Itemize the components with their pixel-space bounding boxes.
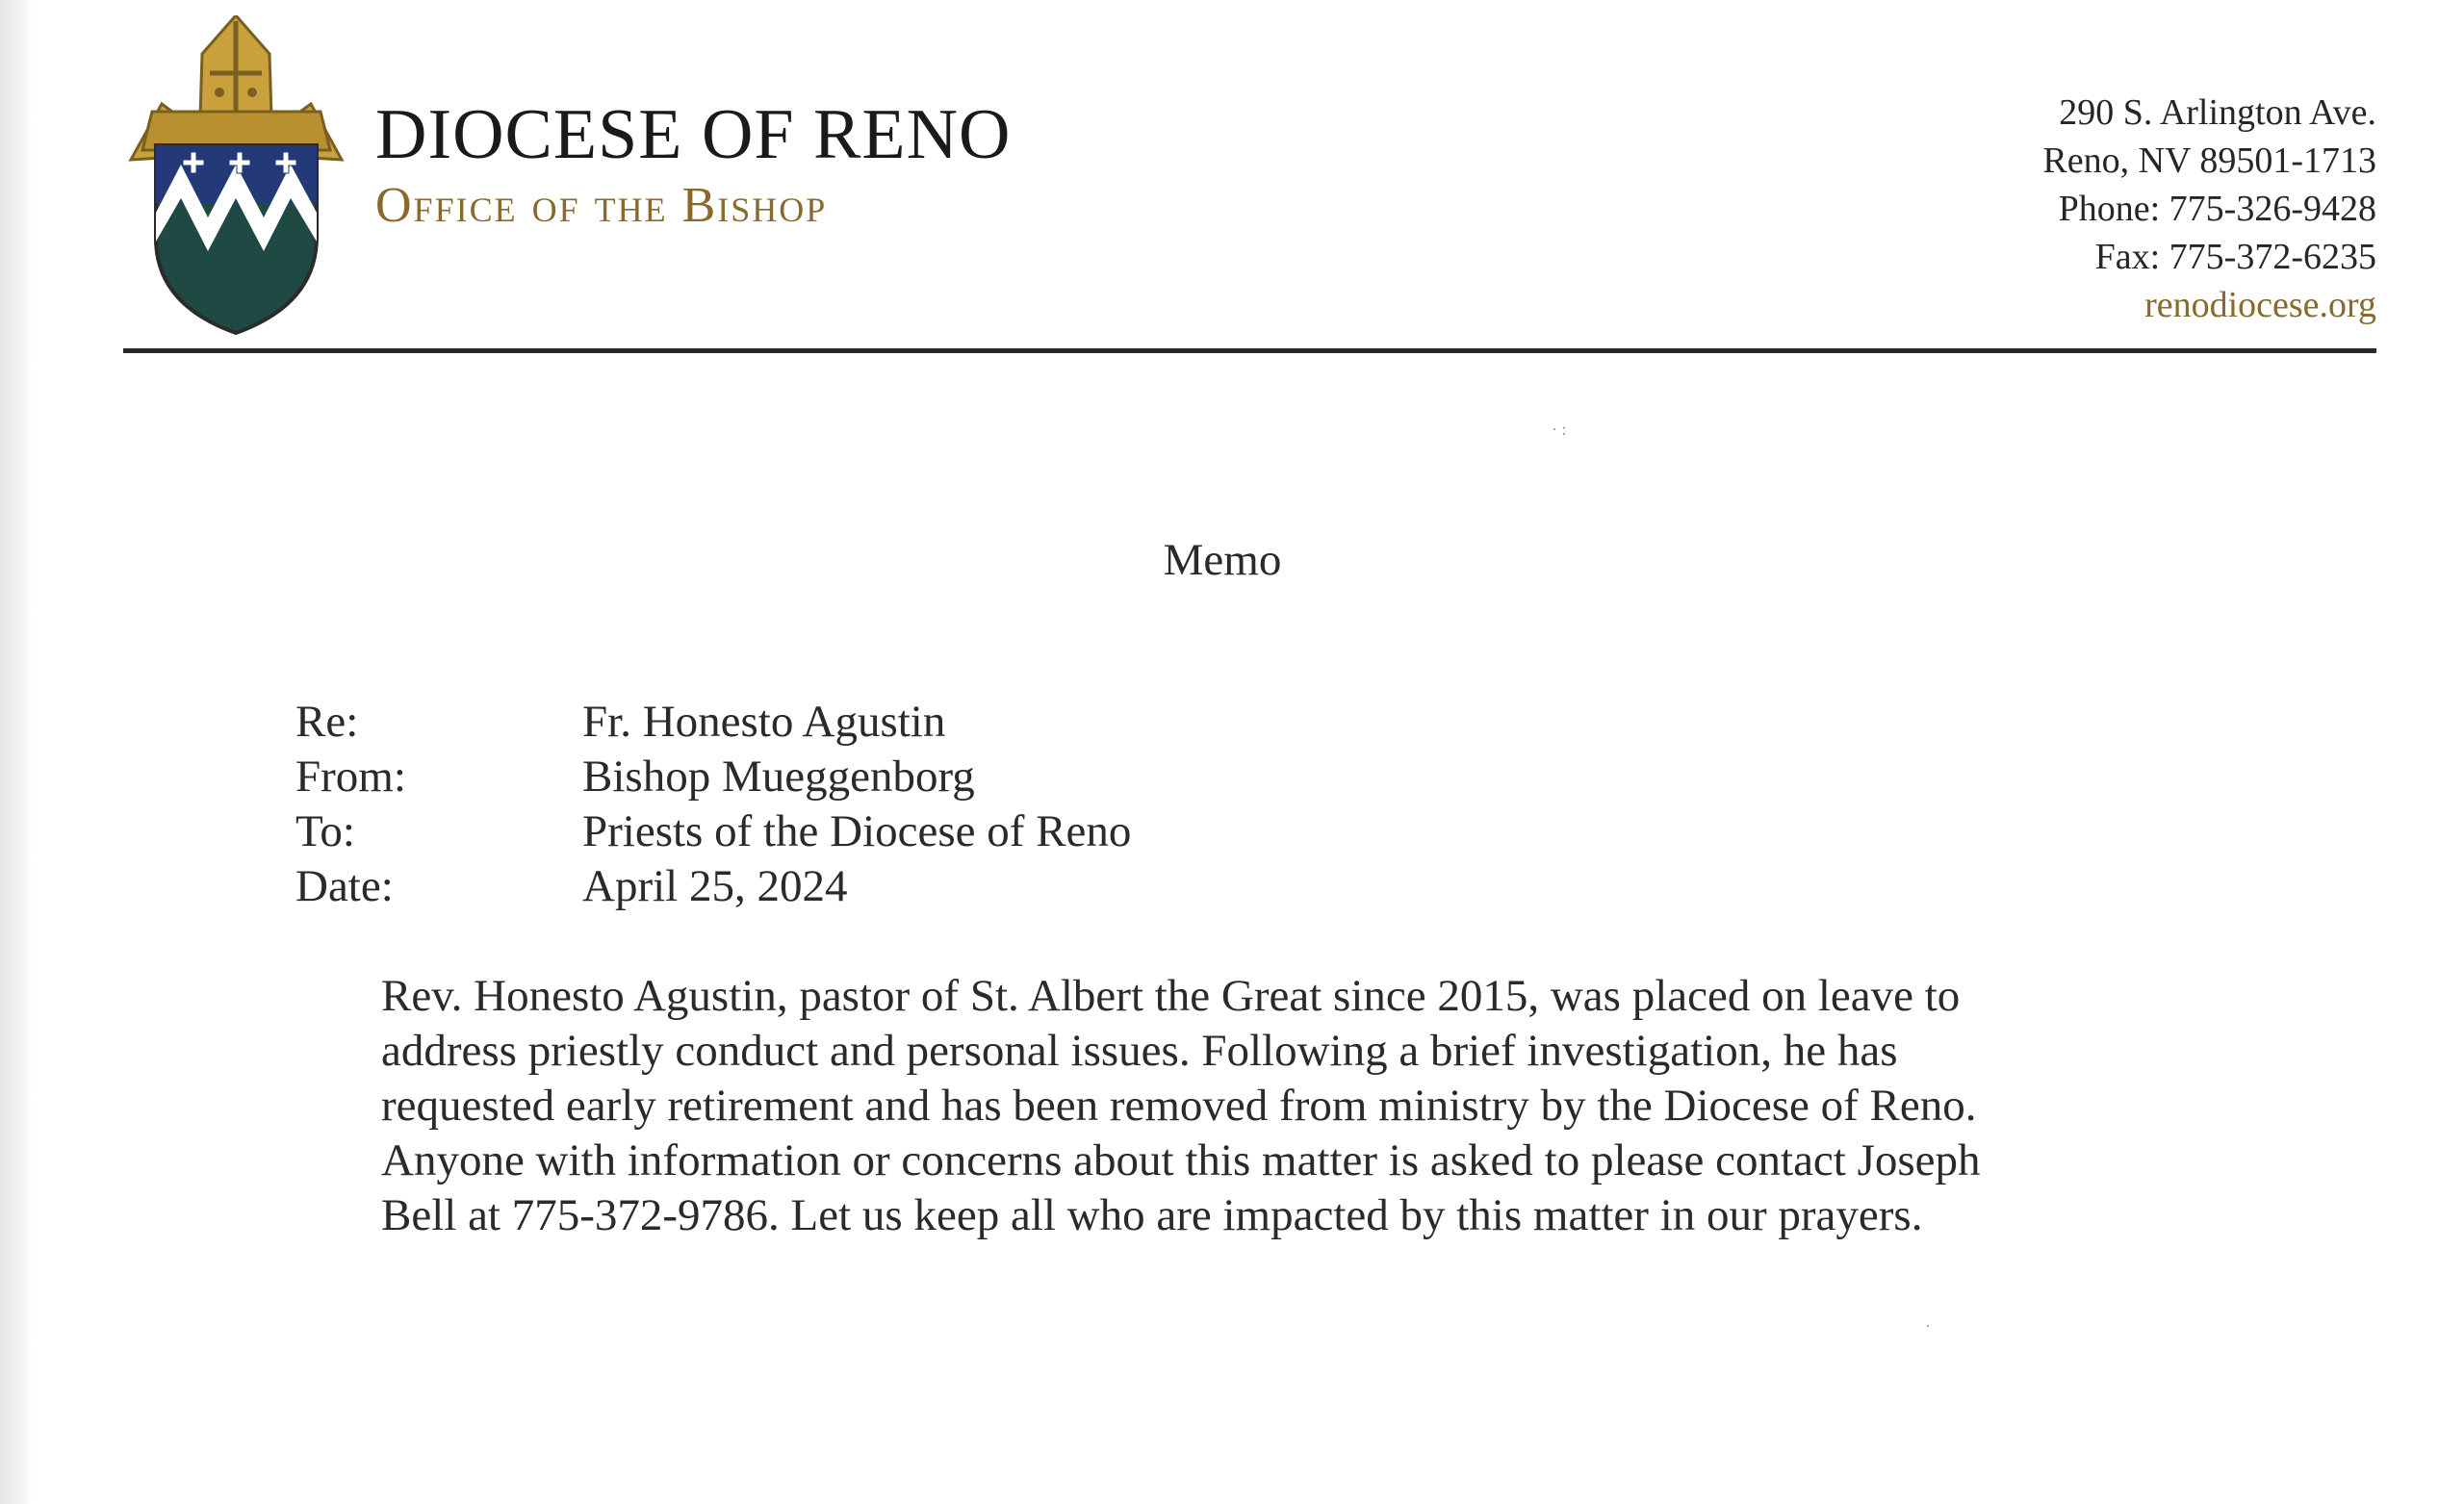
field-value-date: April 25, 2024 <box>582 861 848 911</box>
field-value-re: Fr. Honesto Agustin <box>582 697 946 747</box>
memo-body <box>381 969 2094 1243</box>
field-label-from: From: <box>295 752 406 802</box>
website-link[interactable]: renodiocese.org <box>2144 285 2376 325</box>
phone-number: Phone: 775-326-9428 <box>2058 189 2376 229</box>
body-line: address priestly conduct and personal issues. Following a brief investigation, he has <box>381 1026 1898 1076</box>
address-line-2: Reno, NV 89501-1713 <box>2042 140 2376 181</box>
scan-speck: · <box>1925 1316 1931 1336</box>
field-date <box>295 859 1131 914</box>
body-line: Rev. Honesto Agustin, pastor of St. Albert the Great since 2015, was placed on leave to <box>381 971 1961 1021</box>
field-value-to: Priests of the Diocese of Reno <box>582 806 1132 856</box>
body-line: Bell at 775-372-9786. Let us keep all who are impacted by this matter in our prayers. <box>381 1190 1923 1240</box>
field-re <box>295 695 1131 750</box>
diocese-crest-icon <box>123 15 349 338</box>
field-value-from: Bishop Mueggenborg <box>582 752 975 802</box>
body-line: Anyone with information or concerns about this matter is asked to please contact Joseph <box>381 1135 1981 1185</box>
office-subtitle: Office of the Bishop <box>375 178 828 233</box>
field-label-re: Re: <box>295 697 359 747</box>
field-to <box>295 804 1131 859</box>
body-line: requested early retirement and has been removed from ministry by the Diocese of Reno. <box>381 1081 1977 1131</box>
memo-header-fields <box>295 695 1131 914</box>
letterhead-divider <box>123 348 2376 353</box>
organization-name: DIOCESE OF RENO <box>375 95 1012 174</box>
field-label-to: To: <box>295 806 355 856</box>
scan-speck: · : <box>1552 420 1567 439</box>
address-line-1: 290 S. Arlington Ave. <box>2059 92 2376 133</box>
contact-block <box>2042 89 2376 329</box>
memo-title: Memo <box>1163 535 1282 585</box>
field-from <box>295 750 1131 804</box>
fax-number: Fax: 775-372-6235 <box>2094 237 2376 277</box>
field-label-date: Date: <box>295 861 394 911</box>
